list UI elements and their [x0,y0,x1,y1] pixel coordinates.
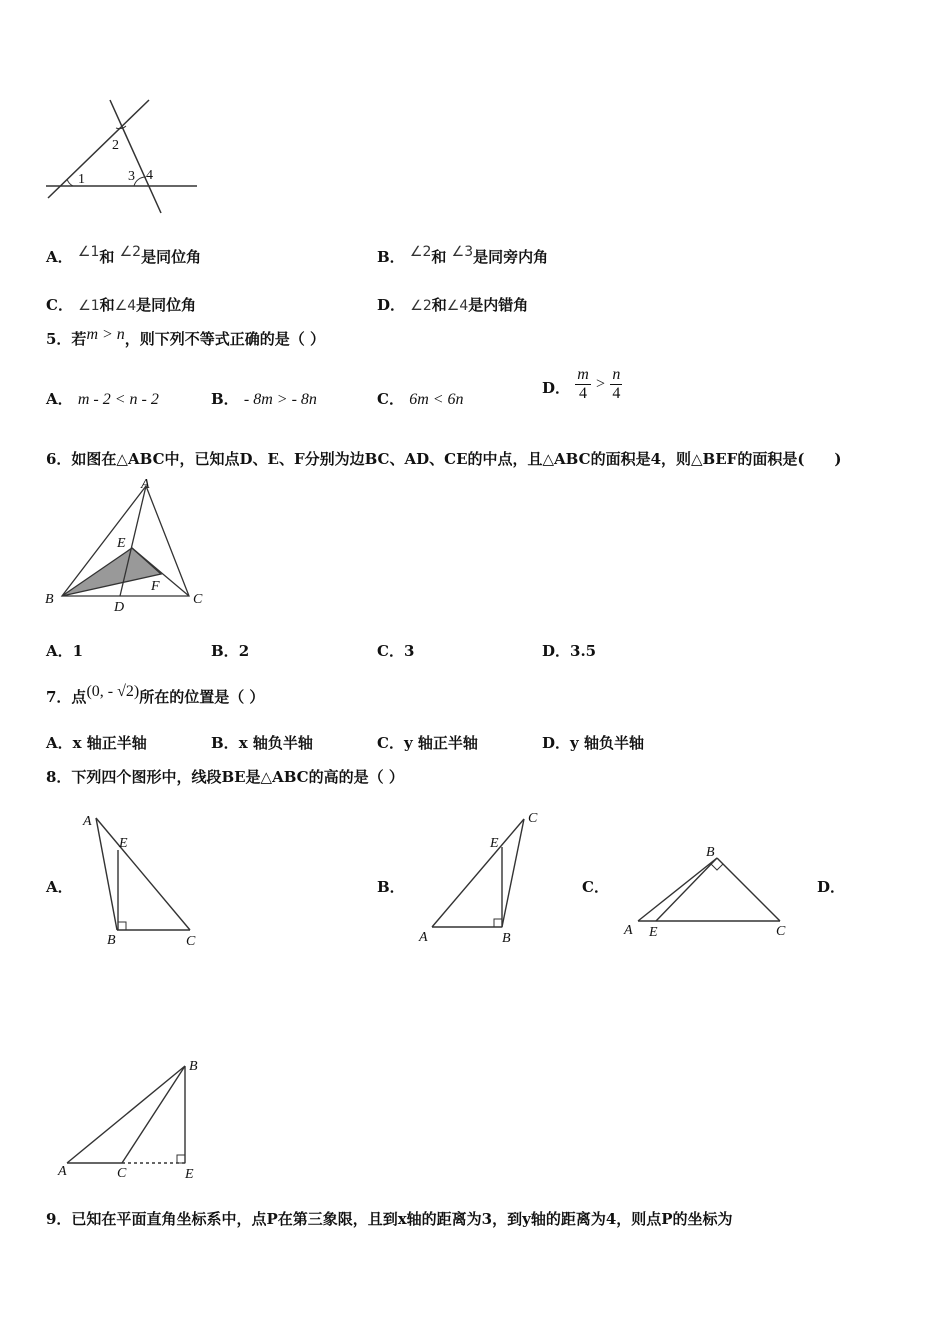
q8d-label-e: E [185,1167,194,1182]
q8c-label-c: C [776,924,786,939]
q6-option-a[interactable]: A．1 [46,642,84,660]
q7-option-b[interactable]: B．x 轴负半轴 [211,734,313,752]
q8d-label-c: C [117,1166,127,1181]
q6-option-b[interactable]: B．2 [211,642,250,660]
q4-option-c[interactable]: C． ∠1和∠4是同位角 [46,296,197,314]
q8b-label-c: C [528,811,538,826]
q6-label-b: B [45,592,54,607]
q8-question: 8．下列四个图形中，线段BE是△ABC的高的是（ ） [46,768,404,786]
q6-option-c[interactable]: C．3 [377,642,415,660]
q8b-label-e: E [490,836,499,851]
q9-question: 9．已知在平面直角坐标系中，点P在第三象限，且到x轴的距离为3，到y轴的距离为4，则点P的坐标为 [46,1210,733,1228]
q4-label-2: 2 [112,138,119,153]
q6-triangle-figure [40,475,220,620]
q8c-label-e: E [649,925,658,940]
q5-option-b[interactable]: B． - 8m > - 8n [211,390,317,408]
q4-transversal-2 [110,100,161,213]
q8b-label-a: A [419,930,428,945]
q6-label-e: E [117,536,126,551]
q8-option-c-label[interactable]: C． [582,878,609,896]
q8-option-d-label[interactable]: D． [817,878,846,896]
q8d-label-b: B [189,1059,198,1074]
q5-question: 5．若m > n，则下列不等式正确的是（ ） [46,326,326,348]
q7-option-c[interactable]: C．y 轴正半轴 [377,734,478,752]
q8c-label-a: A [624,923,633,938]
q8a-label-a: A [83,814,92,829]
q4-label-3: 3 [128,169,135,184]
q4-option-a[interactable]: A． ∠1和 ∠2是同位角 [46,244,202,266]
q6-label-d: D [114,600,125,615]
q5-option-d[interactable]: D． $\frac{m}{4}$ > $\frac{n}{4}$ [542,366,621,402]
q7-option-d[interactable]: D．y 轴负半轴 [542,734,644,752]
q6-label-a: A [141,477,150,492]
q8b-label-b: B [502,931,511,946]
q7-question: 7．点(0, - √2)所在的位置是（ ） [46,683,265,706]
q6-label-c: C [193,592,203,607]
q4-label-1: 1 [78,172,85,187]
q8-option-b-label[interactable]: B． [377,878,405,896]
q5-option-a[interactable]: A． m - 2 < n - 2 [46,390,159,408]
q6-option-d[interactable]: D．3.5 [542,642,597,660]
q8d-label-a: A [58,1164,67,1179]
q6-label-f: F [151,579,160,594]
q4-label-4: 4 [146,168,153,183]
q8a-label-c: C [186,934,196,949]
q8a-label-b: B [107,933,116,948]
q7-option-a[interactable]: A．x 轴正半轴 [46,734,147,752]
q8-option-a-label[interactable]: A． [46,878,73,896]
q8-figure-d [55,1050,215,1190]
q8c-label-b: B [706,845,715,860]
q8a-label-e: E [119,836,128,851]
q8-figure-b [415,805,555,950]
q4-angle-figure [40,95,210,220]
q4-option-b[interactable]: B． ∠2和 ∠3是同旁内角 [377,244,549,266]
q8-figure-c [620,840,800,945]
q5-option-c[interactable]: C． 6m < 6n [377,390,464,408]
q8-figure-a [80,810,210,955]
q4-option-d[interactable]: D． ∠2和∠4是内错角 [377,296,529,314]
q6-question: 6．如图在△ABC中，已知点D、E、F分别为边BC、AD、CE的中点，且△ABC的面积是4，则△BEF的面积是( ) [46,450,842,468]
q6-shaded-triangle-bef [62,548,161,596]
